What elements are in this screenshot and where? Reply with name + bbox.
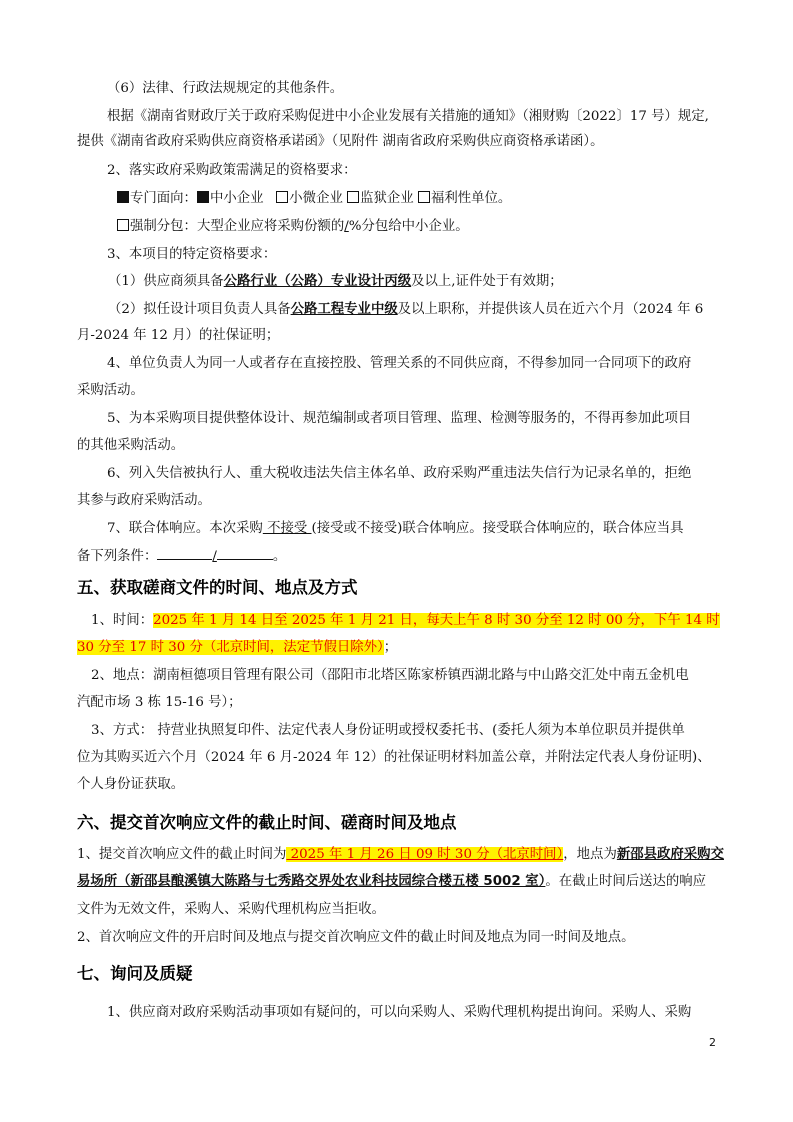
policy-options: 专门面向： 中小企业 小微企业 监狱企业 福利性单位。 <box>117 190 511 208</box>
deadline: 1、提交首次响应文件的截止时间为 2025 年 1 月 26 日 09 时 30 分（北京时间），地点为新邵县政府采购交 <box>77 847 724 862</box>
joint-conditions: 备下列条件： / 。 <box>77 549 287 564</box>
paragraph: 其参与政府采购活动。 <box>77 493 211 508</box>
policy-split: 强制分包：大型企业应将采购份额的/%分包给中小企业。 <box>117 218 469 236</box>
requirement-2: （2）拟任设计项目负责人具备公路工程专业中级及以上职称，并提供该人员在近六个月（2024 年 6 <box>108 302 704 317</box>
section-heading: 六、提交首次响应文件的截止时间、磋商时间及地点 <box>77 813 457 832</box>
paragraph: 根据《湖南省财政厅关于政府采购促进中小企业发展有关措施的通知》（湘财购〔2022〕17 号）规定, <box>107 109 709 124</box>
unchecked-box-icon <box>276 191 288 203</box>
checked-box-icon <box>117 191 129 203</box>
checked-box-icon <box>197 191 209 203</box>
paragraph: 个人身份证获取。 <box>77 777 185 792</box>
split-blank: / <box>344 219 349 234</box>
unchecked-box-icon <box>418 191 430 203</box>
paragraph: 2、地点：湖南桓德项目管理有限公司（邵阳市北塔区陈家桥镇西湖北路与中山路交汇处中南五金机电 <box>91 668 689 683</box>
paragraph: 6、列入失信被执行人、重大税收违法失信主体名单、政府采购严重违法失信行为记录名单的，拒绝 <box>107 466 692 481</box>
paragraph: 3、本项目的特定资格要求： <box>107 247 277 262</box>
unchecked-box-icon <box>117 219 129 231</box>
paragraph: 4、单位负责人为同一人或者存在直接控股、管理关系的不同供应商，不得参加同一合同项下的政府 <box>107 356 692 371</box>
joint-response: 7、联合体响应。本次采购 不接受 (接受或不接受)联合体响应。接受联合体响应的，联合体应当具 <box>107 521 684 536</box>
page-number: 2 <box>709 1036 716 1049</box>
paragraph: 1、供应商对政府采购活动事项如有疑问的，可以向采购人、采购代理机构提出询问。采购人、采购 <box>107 1005 692 1020</box>
paragraph: （6）法律、行政法规规定的其他条件。 <box>107 81 344 96</box>
paragraph: 月-2024 年 12 月）的社保证明； <box>77 328 280 343</box>
paragraph: 的其他采购活动。 <box>77 438 185 453</box>
section-heading: 七、询问及质疑 <box>77 964 193 983</box>
requirement-1: （1）供应商须具备公路行业（公路）专业设计丙级及以上,证件处于有效期； <box>108 274 563 289</box>
paragraph: 3、方式： 持营业执照复印件、法定代表人身份证明或授权委托书、(委托人须为本单位职员并提供单 <box>91 723 685 738</box>
section-heading: 五、获取磋商文件的时间、地点及方式 <box>77 578 358 597</box>
paragraph: 汽配市场 3 栋 15-16 号）； <box>77 695 242 710</box>
paragraph: 采购活动。 <box>77 383 144 398</box>
paragraph: 提供《湖南省政府采购供应商资格承诺函》（见附件 湖南省政府采购供应商资格承诺函）。 <box>77 134 604 149</box>
blank-line <box>157 547 212 560</box>
blank-line <box>217 547 273 560</box>
paragraph: 5、为本采购项目提供整体设计、规范编制或者项目管理、监理、检测等服务的，不得再参加此项目 <box>107 411 692 426</box>
paragraph: 文件为无效文件，采购人、采购代理机构应当拒收。 <box>77 902 385 917</box>
paragraph: 2、首次响应文件的开启时间及地点与提交首次响应文件的截止时间及地点为同一时间及地点。 <box>77 930 635 945</box>
deadline-cont: 易场所（新邵县酿溪镇大陈路与七秀路交界处农业科技园综合楼五楼 5002 室）。在截止时间后送达的响应 <box>77 874 707 889</box>
acquire-time: 1、时间：2025 年 1 月 14 日至 2025 年 1 月 21 日，每天上午 8 时 30 分至 12 时 00 分，下午 14 时 <box>91 613 720 628</box>
acquire-time-cont: 30 分至 17 时 30 分（北京时间，法定节假日除外）； <box>77 640 398 655</box>
unchecked-box-icon <box>347 191 359 203</box>
paragraph: 位为其购买近六个月（2024 年 6 月-2024 年 12）的社保证明材料加盖公章，并附法定代表人身份证明)、 <box>77 750 711 765</box>
paragraph: 2、落实政府采购政策需满足的资格要求： <box>107 163 357 178</box>
